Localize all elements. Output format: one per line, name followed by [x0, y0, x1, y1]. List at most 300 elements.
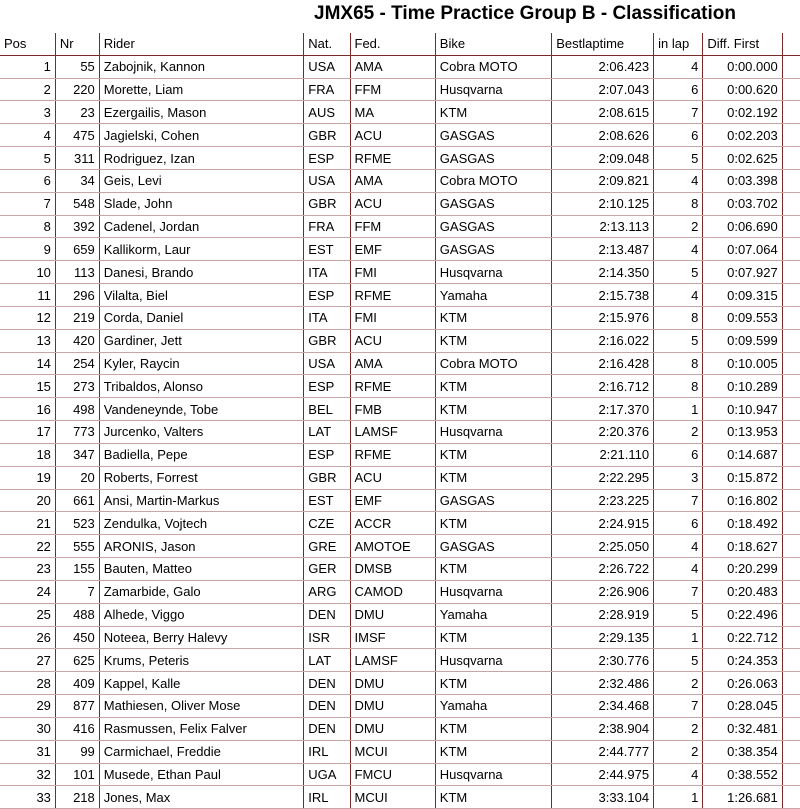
- cell-overflow: [782, 147, 800, 170]
- col-header-bestlaptime: Bestlaptime: [552, 33, 654, 55]
- cell-pos: 25: [0, 603, 55, 626]
- cell-bike: KTM: [435, 626, 551, 649]
- cell-nr: 416: [55, 717, 99, 740]
- cell-bestlaptime: 2:08.615: [552, 101, 654, 124]
- cell-rider: Geis, Levi: [99, 169, 304, 192]
- cell-overflow: [782, 672, 800, 695]
- cell-overflow: [782, 169, 800, 192]
- cell-overflow: [782, 215, 800, 238]
- cell-pos: 24: [0, 580, 55, 603]
- table-row: [0, 55, 800, 78]
- cell-rider: Bauten, Matteo: [99, 558, 304, 581]
- cell-nr: 20: [55, 466, 99, 489]
- cell-fed: ACU: [350, 192, 435, 215]
- cell-overflow: [782, 443, 800, 466]
- cell-in-lap: 7: [654, 580, 703, 603]
- cell-diff-first: 0:20.299: [703, 558, 782, 581]
- cell-fed: EMF: [350, 238, 435, 261]
- cell-nr: 475: [55, 124, 99, 147]
- cell-diff-first: 0:38.354: [703, 740, 782, 763]
- cell-nr: 773: [55, 421, 99, 444]
- cell-diff-first: 0:07.927: [703, 261, 782, 284]
- cell-bike: KTM: [435, 717, 551, 740]
- cell-pos: 27: [0, 649, 55, 672]
- cell-overflow: [782, 695, 800, 718]
- cell-in-lap: 4: [654, 169, 703, 192]
- cell-diff-first: 0:28.045: [703, 695, 782, 718]
- cell-diff-first: 0:20.483: [703, 580, 782, 603]
- cell-nat: FRA: [304, 78, 350, 101]
- cell-pos: 28: [0, 672, 55, 695]
- table-row: [0, 398, 800, 421]
- cell-rider: Jagielski, Cohen: [99, 124, 304, 147]
- cell-bike: Cobra MOTO: [435, 55, 551, 78]
- col-header-overflow: [782, 33, 800, 55]
- cell-in-lap: 2: [654, 672, 703, 695]
- cell-bestlaptime: 2:16.712: [552, 375, 654, 398]
- cell-pos: 15: [0, 375, 55, 398]
- cell-fed: DMU: [350, 672, 435, 695]
- cell-bike: KTM: [435, 443, 551, 466]
- table-row: [0, 649, 800, 672]
- cell-fed: DMU: [350, 603, 435, 626]
- cell-rider: Danesi, Brando: [99, 261, 304, 284]
- table-row: [0, 78, 800, 101]
- cell-in-lap: 7: [654, 101, 703, 124]
- table-row: [0, 535, 800, 558]
- cell-fed: CAMOD: [350, 580, 435, 603]
- cell-bike: Cobra MOTO: [435, 169, 551, 192]
- table-row: [0, 101, 800, 124]
- cell-nat: GBR: [304, 192, 350, 215]
- cell-rider: Zamarbide, Galo: [99, 580, 304, 603]
- cell-nr: 218: [55, 786, 99, 809]
- cell-in-lap: 5: [654, 261, 703, 284]
- table-row: [0, 489, 800, 512]
- cell-nat: ESP: [304, 375, 350, 398]
- cell-fed: AMA: [350, 169, 435, 192]
- cell-bike: Cobra MOTO: [435, 352, 551, 375]
- cell-nr: 420: [55, 329, 99, 352]
- col-header-fed: Fed.: [350, 33, 435, 55]
- cell-in-lap: 3: [654, 466, 703, 489]
- cell-bike: KTM: [435, 398, 551, 421]
- cell-nat: DEN: [304, 603, 350, 626]
- cell-in-lap: 5: [654, 147, 703, 170]
- cell-pos: 7: [0, 192, 55, 215]
- classification-table: [0, 33, 800, 809]
- cell-fed: DMU: [350, 695, 435, 718]
- cell-bike: KTM: [435, 786, 551, 809]
- cell-nr: 273: [55, 375, 99, 398]
- cell-overflow: [782, 421, 800, 444]
- table-row: [0, 626, 800, 649]
- cell-bike: Husqvarna: [435, 78, 551, 101]
- cell-nat: ISR: [304, 626, 350, 649]
- cell-nat: ESP: [304, 284, 350, 307]
- cell-diff-first: 0:06.690: [703, 215, 782, 238]
- cell-bike: GASGAS: [435, 124, 551, 147]
- cell-rider: Kyler, Raycin: [99, 352, 304, 375]
- cell-overflow: [782, 535, 800, 558]
- cell-bestlaptime: 2:34.468: [552, 695, 654, 718]
- cell-pos: 4: [0, 124, 55, 147]
- cell-in-lap: 4: [654, 284, 703, 307]
- cell-pos: 5: [0, 147, 55, 170]
- table-row: [0, 443, 800, 466]
- cell-bestlaptime: 2:16.022: [552, 329, 654, 352]
- cell-rider: Slade, John: [99, 192, 304, 215]
- cell-pos: 3: [0, 101, 55, 124]
- cell-rider: Vilalta, Biel: [99, 284, 304, 307]
- cell-diff-first: 0:02.192: [703, 101, 782, 124]
- cell-in-lap: 2: [654, 215, 703, 238]
- cell-bike: KTM: [435, 466, 551, 489]
- cell-nr: 101: [55, 763, 99, 786]
- cell-nat: GBR: [304, 124, 350, 147]
- cell-nat: EST: [304, 238, 350, 261]
- table-row: [0, 215, 800, 238]
- col-header-rider: Rider: [99, 33, 304, 55]
- cell-pos: 14: [0, 352, 55, 375]
- col-header-diff-first: Diff. First: [703, 33, 782, 55]
- table-row: [0, 603, 800, 626]
- cell-bestlaptime: 2:30.776: [552, 649, 654, 672]
- cell-nat: BEL: [304, 398, 350, 421]
- page-title: JMX65 - Time Practice Group B - Classification: [314, 3, 736, 24]
- cell-nat: GER: [304, 558, 350, 581]
- cell-pos: 9: [0, 238, 55, 261]
- cell-pos: 33: [0, 786, 55, 809]
- cell-overflow: [782, 466, 800, 489]
- table-row: [0, 306, 800, 329]
- cell-diff-first: 0:00.620: [703, 78, 782, 101]
- cell-diff-first: 0:09.315: [703, 284, 782, 307]
- cell-pos: 20: [0, 489, 55, 512]
- cell-overflow: [782, 78, 800, 101]
- cell-diff-first: 0:10.289: [703, 375, 782, 398]
- cell-bestlaptime: 2:14.350: [552, 261, 654, 284]
- cell-bike: GASGAS: [435, 147, 551, 170]
- cell-overflow: [782, 603, 800, 626]
- cell-bestlaptime: 2:16.428: [552, 352, 654, 375]
- cell-rider: Morette, Liam: [99, 78, 304, 101]
- cell-bestlaptime: 2:09.048: [552, 147, 654, 170]
- cell-nr: 7: [55, 580, 99, 603]
- cell-pos: 13: [0, 329, 55, 352]
- cell-overflow: [782, 261, 800, 284]
- table-row: [0, 466, 800, 489]
- cell-nr: 548: [55, 192, 99, 215]
- cell-diff-first: 0:15.872: [703, 466, 782, 489]
- cell-pos: 18: [0, 443, 55, 466]
- cell-pos: 17: [0, 421, 55, 444]
- cell-in-lap: 5: [654, 329, 703, 352]
- cell-nat: GBR: [304, 329, 350, 352]
- cell-bestlaptime: 2:10.125: [552, 192, 654, 215]
- cell-pos: 29: [0, 695, 55, 718]
- cell-fed: FMI: [350, 261, 435, 284]
- col-header-nat: Nat.: [304, 33, 350, 55]
- cell-fed: FFM: [350, 78, 435, 101]
- cell-nat: DEN: [304, 717, 350, 740]
- cell-in-lap: 4: [654, 763, 703, 786]
- cell-fed: RFME: [350, 443, 435, 466]
- cell-nr: 488: [55, 603, 99, 626]
- cell-rider: Tribaldos, Alonso: [99, 375, 304, 398]
- cell-nr: 450: [55, 626, 99, 649]
- cell-rider: ARONIS, Jason: [99, 535, 304, 558]
- cell-nat: ESP: [304, 147, 350, 170]
- cell-bike: KTM: [435, 375, 551, 398]
- cell-in-lap: 1: [654, 786, 703, 809]
- cell-bestlaptime: 3:33.104: [552, 786, 654, 809]
- cell-in-lap: 5: [654, 603, 703, 626]
- cell-nat: GBR: [304, 466, 350, 489]
- cell-pos: 16: [0, 398, 55, 421]
- cell-fed: AMA: [350, 352, 435, 375]
- cell-rider: Carmichael, Freddie: [99, 740, 304, 763]
- cell-overflow: [782, 192, 800, 215]
- cell-pos: 22: [0, 535, 55, 558]
- cell-nr: 409: [55, 672, 99, 695]
- cell-fed: FFM: [350, 215, 435, 238]
- cell-nr: 877: [55, 695, 99, 718]
- cell-nat: USA: [304, 55, 350, 78]
- cell-diff-first: 0:09.553: [703, 306, 782, 329]
- table-row: [0, 580, 800, 603]
- cell-rider: Cadenel, Jordan: [99, 215, 304, 238]
- cell-bestlaptime: 2:06.423: [552, 55, 654, 78]
- cell-fed: FMI: [350, 306, 435, 329]
- cell-rider: Krums, Peteris: [99, 649, 304, 672]
- cell-rider: Rodriguez, Izan: [99, 147, 304, 170]
- cell-bike: Husqvarna: [435, 580, 551, 603]
- cell-fed: EMF: [350, 489, 435, 512]
- cell-overflow: [782, 101, 800, 124]
- cell-nat: CZE: [304, 512, 350, 535]
- cell-fed: FMCU: [350, 763, 435, 786]
- cell-bike: KTM: [435, 306, 551, 329]
- cell-bike: KTM: [435, 740, 551, 763]
- cell-nr: 555: [55, 535, 99, 558]
- cell-in-lap: 7: [654, 695, 703, 718]
- cell-bestlaptime: 2:32.486: [552, 672, 654, 695]
- cell-diff-first: 0:13.953: [703, 421, 782, 444]
- cell-pos: 11: [0, 284, 55, 307]
- cell-bike: GASGAS: [435, 535, 551, 558]
- cell-pos: 6: [0, 169, 55, 192]
- cell-fed: LAMSF: [350, 649, 435, 672]
- cell-rider: Zendulka, Vojtech: [99, 512, 304, 535]
- cell-diff-first: 0:22.712: [703, 626, 782, 649]
- cell-bestlaptime: 2:09.821: [552, 169, 654, 192]
- cell-overflow: [782, 786, 800, 809]
- cell-fed: ACCR: [350, 512, 435, 535]
- cell-nr: 254: [55, 352, 99, 375]
- cell-pos: 1: [0, 55, 55, 78]
- cell-fed: ACU: [350, 124, 435, 147]
- cell-in-lap: 5: [654, 649, 703, 672]
- cell-nr: 659: [55, 238, 99, 261]
- cell-overflow: [782, 740, 800, 763]
- cell-diff-first: 0:07.064: [703, 238, 782, 261]
- table-row: [0, 672, 800, 695]
- cell-nat: EST: [304, 489, 350, 512]
- cell-overflow: [782, 489, 800, 512]
- cell-diff-first: 0:38.552: [703, 763, 782, 786]
- cell-fed: MCUI: [350, 786, 435, 809]
- cell-in-lap: 6: [654, 512, 703, 535]
- cell-bestlaptime: 2:26.722: [552, 558, 654, 581]
- cell-bestlaptime: 2:07.043: [552, 78, 654, 101]
- cell-bestlaptime: 2:25.050: [552, 535, 654, 558]
- cell-overflow: [782, 763, 800, 786]
- cell-fed: AMOTOE: [350, 535, 435, 558]
- cell-diff-first: 0:26.063: [703, 672, 782, 695]
- cell-rider: Gardiner, Jett: [99, 329, 304, 352]
- cell-nat: IRL: [304, 786, 350, 809]
- cell-nr: 311: [55, 147, 99, 170]
- cell-diff-first: 0:18.492: [703, 512, 782, 535]
- cell-fed: IMSF: [350, 626, 435, 649]
- cell-rider: Jones, Max: [99, 786, 304, 809]
- cell-overflow: [782, 717, 800, 740]
- cell-fed: RFME: [350, 375, 435, 398]
- table-row: [0, 558, 800, 581]
- cell-rider: Mathiesen, Oliver Mose: [99, 695, 304, 718]
- cell-nr: 34: [55, 169, 99, 192]
- cell-fed: RFME: [350, 284, 435, 307]
- cell-rider: Kappel, Kalle: [99, 672, 304, 695]
- cell-bestlaptime: 2:22.295: [552, 466, 654, 489]
- cell-nr: 523: [55, 512, 99, 535]
- table-row: [0, 512, 800, 535]
- cell-rider: Musede, Ethan Paul: [99, 763, 304, 786]
- table-row: [0, 124, 800, 147]
- col-header-bike: Bike: [435, 33, 551, 55]
- cell-rider: Roberts, Forrest: [99, 466, 304, 489]
- cell-fed: ACU: [350, 466, 435, 489]
- cell-overflow: [782, 238, 800, 261]
- cell-rider: Alhede, Viggo: [99, 603, 304, 626]
- cell-bestlaptime: 2:15.738: [552, 284, 654, 307]
- cell-nat: GRE: [304, 535, 350, 558]
- cell-bestlaptime: 2:21.110: [552, 443, 654, 466]
- cell-rider: Jurcenko, Valters: [99, 421, 304, 444]
- cell-overflow: [782, 398, 800, 421]
- table-row: [0, 375, 800, 398]
- col-header-nr: Nr: [55, 33, 99, 55]
- cell-pos: 32: [0, 763, 55, 786]
- cell-nr: 55: [55, 55, 99, 78]
- cell-bestlaptime: 2:44.777: [552, 740, 654, 763]
- cell-nat: DEN: [304, 672, 350, 695]
- cell-diff-first: 0:24.353: [703, 649, 782, 672]
- cell-bestlaptime: 2:23.225: [552, 489, 654, 512]
- table-row: [0, 717, 800, 740]
- cell-pos: 12: [0, 306, 55, 329]
- cell-diff-first: 0:16.802: [703, 489, 782, 512]
- table-row: [0, 329, 800, 352]
- cell-overflow: [782, 626, 800, 649]
- cell-in-lap: 6: [654, 124, 703, 147]
- cell-fed: MCUI: [350, 740, 435, 763]
- cell-diff-first: 0:18.627: [703, 535, 782, 558]
- cell-diff-first: 0:03.398: [703, 169, 782, 192]
- table-row: [0, 192, 800, 215]
- cell-rider: Badiella, Pepe: [99, 443, 304, 466]
- cell-bike: KTM: [435, 512, 551, 535]
- cell-in-lap: 8: [654, 192, 703, 215]
- cell-bike: GASGAS: [435, 192, 551, 215]
- cell-diff-first: 0:09.599: [703, 329, 782, 352]
- cell-overflow: [782, 352, 800, 375]
- cell-overflow: [782, 284, 800, 307]
- cell-rider: Corda, Daniel: [99, 306, 304, 329]
- cell-bestlaptime: 2:28.919: [552, 603, 654, 626]
- cell-in-lap: 6: [654, 78, 703, 101]
- cell-diff-first: 0:00.000: [703, 55, 782, 78]
- cell-diff-first: 0:32.481: [703, 717, 782, 740]
- cell-nr: 347: [55, 443, 99, 466]
- table-row: [0, 421, 800, 444]
- cell-bike: Husqvarna: [435, 649, 551, 672]
- cell-bike: Husqvarna: [435, 421, 551, 444]
- cell-rider: Kallikorm, Laur: [99, 238, 304, 261]
- cell-in-lap: 4: [654, 238, 703, 261]
- table-row: [0, 786, 800, 809]
- cell-bestlaptime: 2:24.915: [552, 512, 654, 535]
- cell-nat: LAT: [304, 421, 350, 444]
- cell-bestlaptime: 2:20.376: [552, 421, 654, 444]
- table-row: [0, 740, 800, 763]
- cell-bike: KTM: [435, 558, 551, 581]
- cell-nat: IRL: [304, 740, 350, 763]
- cell-in-lap: 6: [654, 443, 703, 466]
- cell-diff-first: 0:02.203: [703, 124, 782, 147]
- cell-in-lap: 2: [654, 421, 703, 444]
- cell-in-lap: 8: [654, 352, 703, 375]
- cell-diff-first: 0:10.947: [703, 398, 782, 421]
- cell-bestlaptime: 2:13.487: [552, 238, 654, 261]
- cell-nr: 99: [55, 740, 99, 763]
- cell-rider: Vandeneynde, Tobe: [99, 398, 304, 421]
- cell-nat: USA: [304, 352, 350, 375]
- cell-overflow: [782, 558, 800, 581]
- cell-bestlaptime: 2:29.135: [552, 626, 654, 649]
- cell-pos: 23: [0, 558, 55, 581]
- cell-nr: 219: [55, 306, 99, 329]
- cell-fed: FMB: [350, 398, 435, 421]
- cell-fed: RFME: [350, 147, 435, 170]
- cell-nr: 661: [55, 489, 99, 512]
- cell-overflow: [782, 580, 800, 603]
- table-row: [0, 284, 800, 307]
- cell-pos: 30: [0, 717, 55, 740]
- cell-pos: 26: [0, 626, 55, 649]
- cell-bestlaptime: 2:26.906: [552, 580, 654, 603]
- cell-pos: 2: [0, 78, 55, 101]
- cell-bike: Yamaha: [435, 603, 551, 626]
- cell-bike: KTM: [435, 101, 551, 124]
- table-row: [0, 763, 800, 786]
- cell-overflow: [782, 55, 800, 78]
- cell-nat: DEN: [304, 695, 350, 718]
- cell-bestlaptime: 2:13.113: [552, 215, 654, 238]
- cell-rider: Ezergailis, Mason: [99, 101, 304, 124]
- cell-bestlaptime: 2:15.976: [552, 306, 654, 329]
